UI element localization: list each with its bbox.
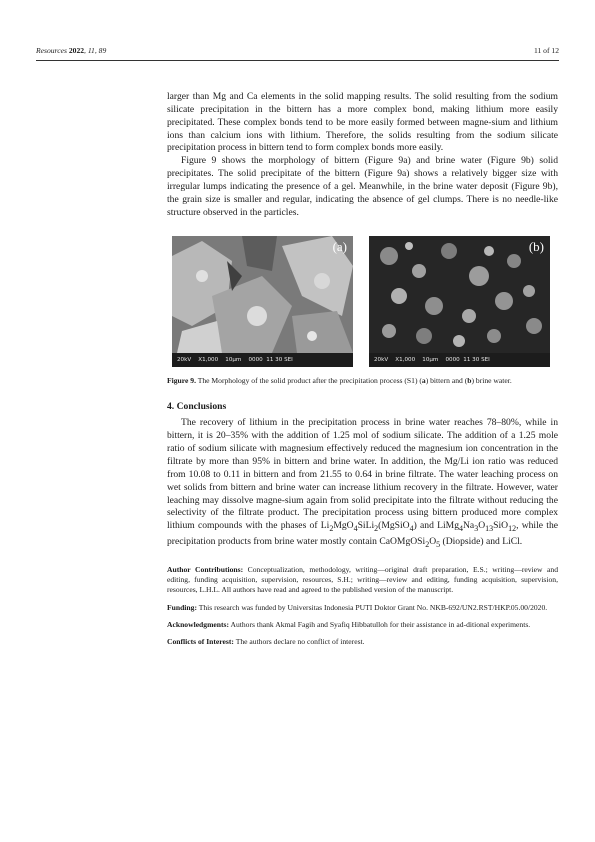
funding-label: Funding: [167,602,197,612]
paragraph: Figure 9 shows the morphology of bittern (Figure 9a) and brine water (Figure 9b) solid precipitates. The solid precipitate of the bittern (Figure 9a) shows a relatively bigger size with irregular lumps indicating the presence of a gel. Meanwhile, in the brine water deposit (Figure 9b), the grain size is smaller and regular, indicating the absence of gel clumps. There is no needle-like structure observed in the particles. [167,155,558,218]
conclusions-text: (Diopside) and LiCl. [440,535,523,547]
caption-panel-a: a [421,376,426,386]
conclusions-text: , while the precipitation products from brine water mostly contain [167,520,558,547]
page-header [36,46,559,61]
journal-volume: , 11, 89 [84,46,107,55]
acknowledgments-label: Acknowledgments: [167,619,230,629]
section-heading-conclusions: 4. Conclusions [167,400,227,412]
journal-citation [36,46,106,55]
caption-text: The Morphology of the solid product after the precipitation process (S1) ( [195,376,422,386]
caption-label: Figure 9. [167,376,196,386]
main-text [167,91,558,648]
acknowledgments-text: Authors thank Akmal Fagih and Syafiq Hibbatulloh for their assistance in ad-ditional experiments. [229,619,531,629]
author-contributions [167,565,558,596]
acknowledgments [167,620,558,630]
journal-year: 2022 [68,46,85,55]
author-contributions-label: Author Contributions: [167,564,244,574]
sem-texture-b [369,236,550,367]
conclusions-text: and [416,520,438,532]
scalebar-text-b: 20kV X1,000 10μm 0000 11 30 SEI [374,357,490,364]
figure-caption [167,376,558,386]
sem-scalebar-b [369,353,550,367]
panel-label-a: (a) [332,239,347,255]
sem-texture-a [172,236,353,367]
conclusions-paragraph [167,417,558,551]
panel-label-b: (b) [528,239,544,255]
formula-2: $LiMg_4Na_3O_{13}SiO_{12}$ [437,520,517,534]
sem-image-brine-water [369,236,550,367]
caption-text: ) bittern and ( [425,376,468,386]
conflicts-text: The authors declare no conflict of interest. [233,637,365,647]
figure-9 [167,236,558,367]
journal-name: Resources [36,46,67,55]
caption-panel-b: b [467,376,472,386]
funding-text: This research was funded by Universitas Indonesia PUTI Doktor Grant No. NKB-692/UN2.RST/HKP.05.00/2020. [196,602,548,612]
formula-3: $CaOMgOSi_2O_5$ [379,535,441,549]
funding-statement [167,603,558,613]
page-number: 11 of 12 [533,46,559,55]
author-contributions-text: Conceptualization, methodology, writing—original draft preparation, E.S.; writing—review and editing, funding acquisition, supervision, resources, S.H.; writing—review and editing, funding acquisition, supervision, resources, L.H.L. All authors have read and agreed to the published version of the manuscript. [167,564,558,595]
paragraph: larger than Mg and Ca elements in the solid mapping results. The solid resulting from the sodium silicate precipitation in the bittern has a more complex bond, making lithium more easily precipitated. These complex bonds tend to be more easily formed between magne-sium and lithium ions than calcium ions with lithium. Therefore, the solids resulting from the sodium silicate precipitation process in bittern tend to form complex bonds more easily. [167,91,558,154]
caption-text: ) brine water. [471,376,512,386]
conflicts-label: Conflicts of Interest: [167,637,234,647]
sem-scalebar-a [172,353,353,367]
sem-image-bittern [172,236,353,367]
scalebar-text-a: 20kV X1,000 10μm 0000 11 30 SEI [177,357,293,364]
conclusions-text: The recovery of lithium in the precipitation process in brine water reaches 78–80%, while in bittern, it is 20–35% with the addition of 1.25 mol of sodium silicate. The addition of a 1.25 mole ratio of sodium silicate with magnesium effectively reduced the magnesium ion concentration in the filtrate by more than 95% in bittern and brine water. In addition, the Mg/Li ion ratio was reduced from 10.08 to 0.11 in bittern and from 21.55 to 0.64 in brine filtrate. The water leaching process on wet solids from bittern and brine water can increase lithium recovery in the filtrate. However, water leaching may dissolve magne-sium again from solid precipitate into the filtrate without reducing the selectivity of the filtrate product. The precipitation process using bittern produced more complex lithium compounds with the phases of [167,417,558,532]
formula-1: $Li_2MgO_4SiLi_2(MgSiO_4)$ [320,520,417,534]
conflicts-of-interest [167,637,558,647]
